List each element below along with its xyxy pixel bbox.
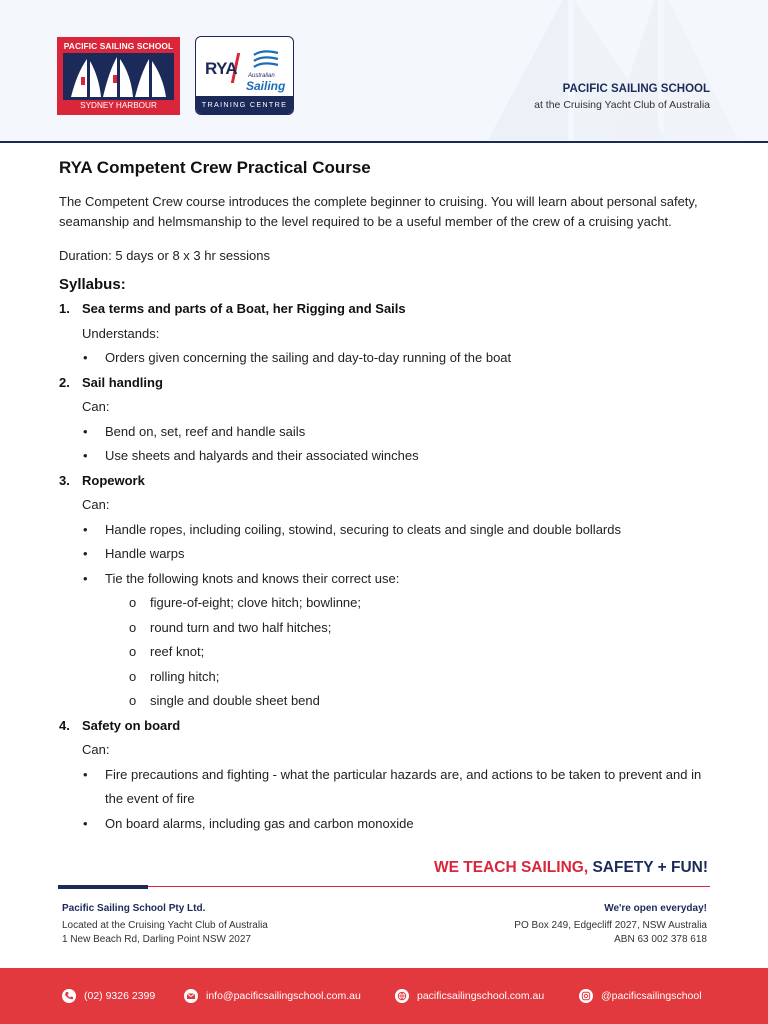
sub-list-item: o single and double sheet bend <box>129 693 320 708</box>
section-lead: Can: <box>82 399 110 414</box>
abn-number: ABN 63 002 378 618 <box>614 934 707 945</box>
sub-list-item: o rolling hitch; <box>129 668 220 684</box>
rya-australian-text: Australian <box>248 73 275 79</box>
rya-logo-text: RYA <box>205 59 238 78</box>
pacific-sailing-school-logo <box>57 37 180 115</box>
section-number: 2. <box>59 374 70 390</box>
globe-icon <box>395 989 409 1003</box>
section-lead: Can: <box>82 742 110 757</box>
section-heading <box>59 714 719 739</box>
list-item: • On board alarms, including gas and carbon monoxide <box>83 815 414 831</box>
logo-sails-panel <box>63 53 174 100</box>
section-lead: Understands: <box>82 325 160 341</box>
footer-divider <box>148 886 710 887</box>
page-title: RYA Competent Crew Practical Course <box>59 158 371 177</box>
sub-list-item: o figure-of-eight; clove hitch; bowlinne; <box>129 595 362 610</box>
section-number: 1. <box>59 301 70 316</box>
tagline-navy: SAFETY + FUN! <box>588 859 708 876</box>
company-name: Pacific Sailing School Pty Ltd. <box>62 903 206 914</box>
website-link[interactable]: pacificsailingschool.com.au <box>417 990 545 1002</box>
section-title: Sail handling <box>82 374 163 390</box>
school-name: PACIFIC SAILING SCHOOL <box>562 83 710 95</box>
instagram-icon <box>579 989 593 1003</box>
open-hours-text: We're open everyday! <box>604 903 707 914</box>
section-title: Sea terms and parts of a Boat, her Rigging and Sails <box>82 301 406 316</box>
rya-training-centre-logo <box>195 36 294 115</box>
list-item: • Bend on, set, reef and handle sails <box>83 423 306 439</box>
sub-list-item: o reef knot; <box>129 644 205 659</box>
section-number: 3. <box>59 472 70 488</box>
section-title: Ropework <box>82 472 145 488</box>
sails-watermark-icon <box>448 0 748 142</box>
phone-icon <box>62 989 76 1003</box>
email-icon <box>184 989 198 1003</box>
list-item: • Handle ropes, including coiling, stowind, securing to cleats and single and double bollards <box>83 521 621 537</box>
duration-text: Duration: 5 days or 8 x 3 hr sessions <box>59 248 270 263</box>
document-body <box>59 158 719 836</box>
social-handle[interactable]: @pacificsailingschool <box>601 990 702 1002</box>
social-contact[interactable] <box>579 988 702 1004</box>
phone-contact[interactable] <box>62 988 155 1004</box>
syllabus-heading: Syllabus: <box>59 276 126 293</box>
list-item: • Fire precautions and fighting - what the particular hazards are, and actions to be taken to prevent and in the event of fire <box>83 766 702 806</box>
rya-sailing-text: Sailing <box>246 79 286 93</box>
section-heading <box>59 371 719 396</box>
header-divider <box>0 141 768 143</box>
phone-number[interactable]: (02) 9326 2399 <box>84 990 156 1002</box>
list-item: • Handle warps <box>83 546 185 561</box>
tagline <box>434 859 708 877</box>
sub-list-item: o round turn and two half hitches; <box>129 619 332 635</box>
section-heading <box>59 469 719 494</box>
logo-bottom-text: SYDNEY HARBOUR <box>80 101 157 110</box>
postal-address: PO Box 249, Edgecliff 2027, NSW Australia <box>514 920 707 931</box>
website-contact[interactable] <box>395 988 544 1004</box>
email-address[interactable]: info@pacificsailingschool.com.au <box>206 990 361 1002</box>
section-title: Safety on board <box>82 717 181 733</box>
logo-top-text: PACIFIC SAILING SCHOOL <box>63 41 174 51</box>
email-contact[interactable] <box>184 988 361 1004</box>
school-subtitle: at the Cruising Yacht Club of Australia <box>534 99 710 111</box>
logo-sails-icon <box>63 53 174 100</box>
page-header <box>0 0 768 142</box>
list-item: • Orders given concerning the sailing and day-to-day running of the boat <box>83 350 512 365</box>
section-number: 4. <box>59 717 70 733</box>
list-item: • Tie the following knots and knows their correct use: <box>83 570 400 586</box>
australian-sailing-waves-icon <box>252 49 280 71</box>
section-heading <box>59 297 719 322</box>
training-centre-badge: TRAINING CENTRE <box>196 96 293 114</box>
tagline-red: WE TEACH SAILING, <box>434 859 589 876</box>
company-location: Located at the Cruising Yacht Club of Australia <box>62 920 268 931</box>
company-street: 1 New Beach Rd, Darling Point NSW 2027 <box>62 934 251 945</box>
contact-bar <box>0 968 768 1024</box>
list-item: • Use sheets and halyards and their associated winches <box>83 448 419 463</box>
section-lead: Can: <box>82 497 110 512</box>
intro-paragraph: The Competent Crew course introduces the complete beginner to cruising. You will learn about personal safety, seamanship and helmsmanship to the level required to be a useful member of the crew of a cruising yacht. <box>59 194 698 229</box>
footer-divider-accent <box>58 885 148 889</box>
